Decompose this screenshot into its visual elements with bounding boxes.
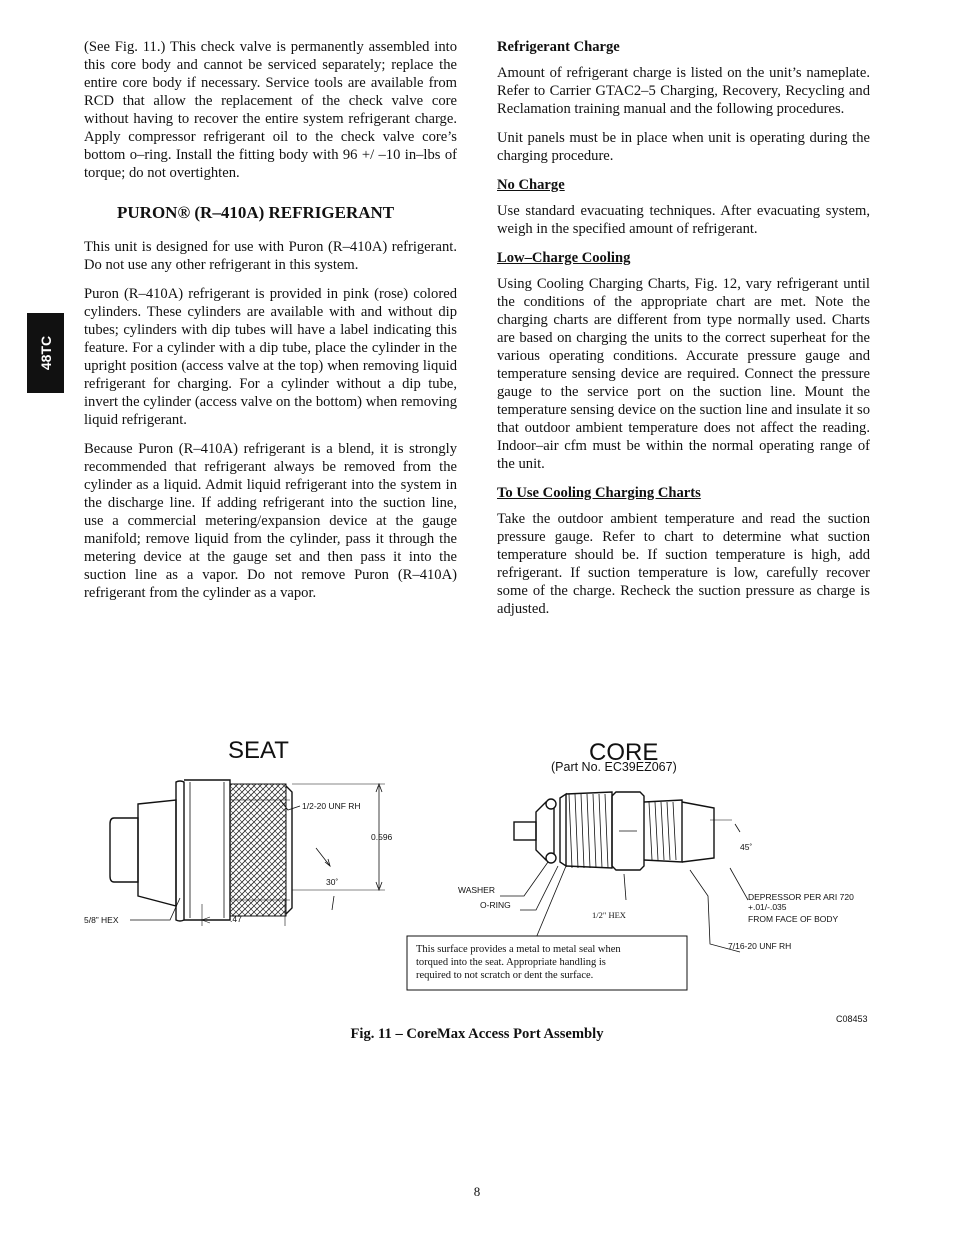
part-number: (Part No. EC39EZ067) xyxy=(551,760,677,774)
paragraph: Amount of refrigerant charge is listed on the unit’s nameplate. Refer to Carrier GTAC2–5 Charging, Recovery, Recycling and Reclamation training manual and the following procedures. xyxy=(497,65,870,117)
paragraph: Take the outdoor ambient temperature and read the suction pressure gauge. Refer to chart to determine what suction temperature should be. If suction temperature is high, add refrigerant. If suction temperature is low, carefully recover some of the charge. Recheck the suction pressure as charge is adjusted. xyxy=(497,511,870,617)
figure-code: C08453 xyxy=(836,1014,868,1024)
core-thread-label: 7/16-20 UNF RH xyxy=(728,941,792,951)
core-title: CORE xyxy=(589,739,659,766)
side-tab-label: 48TC xyxy=(37,335,54,371)
underlined-heading: No Charge xyxy=(497,177,565,193)
paragraph: (See Fig. 11.) This check valve is permanently assembled into this core body and cannot be serviced separately; replace the entire core body if necessary. Service tools are available from RCD that allow the replacement of the check valve core without having to recover the entire system refrigerant charge. Apply compressor refrigerant oil to the check valve core’s bottom o–ring. Install the fitting body with 96 +/ –10 in–lbs of torque; do not overtighten. xyxy=(84,39,457,181)
note-line-1: This surface provides a metal to metal seal when xyxy=(416,944,621,955)
coremax-figure xyxy=(80,720,880,1020)
underlined-heading: To Use Cooling Charging Charts xyxy=(497,485,701,501)
core-drawing xyxy=(500,792,748,952)
depressor-label-2: +.01/-.035 xyxy=(748,902,787,912)
paragraph: Puron (R–410A) refrigerant is provided in pink (rose) colored cylinders. These cylinders are available with and without dip tubes; cylinders with dip tubes will have a label indicating this feature. For a cylinder with a dip tube, place the cylinder in the upright position (access valve at the top) when removing liquid refrigerant for charging. For a cylinder without a dip tube, invert the cylinder (access valve on the bottom) when removing liquid refrigerant. xyxy=(84,286,457,428)
seat-title: SEAT xyxy=(228,737,289,764)
washer-label: WASHER xyxy=(458,885,495,895)
figure-caption: Fig. 11 – CoreMax Access Port Assembly xyxy=(350,1026,604,1042)
oring-label: O-RING xyxy=(480,900,511,910)
depressor-label-1: DEPRESSOR PER ARI 720 xyxy=(748,892,854,902)
seat-length-label: .47 xyxy=(230,914,242,924)
side-tab xyxy=(27,313,64,393)
subheading: Refrigerant Charge xyxy=(497,39,620,55)
seat-angle-label: 30˚ xyxy=(326,877,339,887)
seat-thread-label: 1/2-20 UNF RH xyxy=(302,801,361,811)
paragraph: Unit panels must be in place when unit is operating during the charging procedure. xyxy=(497,130,870,164)
seat-height-label: 0.596 xyxy=(371,832,393,842)
paragraph: Using Cooling Charging Charts, Fig. 12, vary refrigerant until the conditions of the appropriate chart are met. Note the charging charts are different from type normally used. Charts are based on charging the units to the correct superheat for the various operating conditions. Accurate pressure gauge and temperature sensing device are required. Connect the pressure gauge to the service port on the suction line. Mount the temperature sensing device on the suction line and insulate it so that outdoor ambient temperature does not affect the reading. Indoor–air cfm must be within the normal operating range of the unit. xyxy=(497,276,870,472)
paragraph: Use standard evacuating techniques. After evacuating system, weigh in the specified amount of refrigerant. xyxy=(497,203,870,237)
depressor-label-3: FROM FACE OF BODY xyxy=(748,914,839,924)
left-column xyxy=(84,38,457,613)
note-line-2: torqued into the seat. Appropriate handling is xyxy=(416,957,606,968)
section-heading: PURON® (R–410A) REFRIGERANT xyxy=(117,203,395,222)
paragraph: Because Puron (R–410A) refrigerant is a blend, it is strongly recommended that refrigerant always be removed from the cylinder as a liquid. Admit liquid refrigerant into the system in the discharge line. If adding refrigerant into the suction line, use a commercial metering/expansion device at the gauge manifold; remove liquid from the cylinder, pass it through the metering device at the gauge set and then pass it into the suction line as a vapor. Do not remove Puron (R–410A) refrigerant from the cylinder as a vapor. xyxy=(84,441,457,601)
core-angle-label: 45˚ xyxy=(740,842,753,852)
seat-hex-label: 5/8” HEX xyxy=(84,915,119,925)
core-hex-label: 1/2" HEX xyxy=(592,910,626,920)
right-column xyxy=(497,38,870,629)
paragraph: This unit is designed for use with Puron (R–410A) refrigerant. Do not use any other refrigerant in this system. xyxy=(84,239,457,273)
note-line-3: required to not scratch or dent the surface. xyxy=(416,970,594,981)
underlined-heading: Low–Charge Cooling xyxy=(497,250,631,266)
page-number: 8 xyxy=(473,1184,481,1199)
